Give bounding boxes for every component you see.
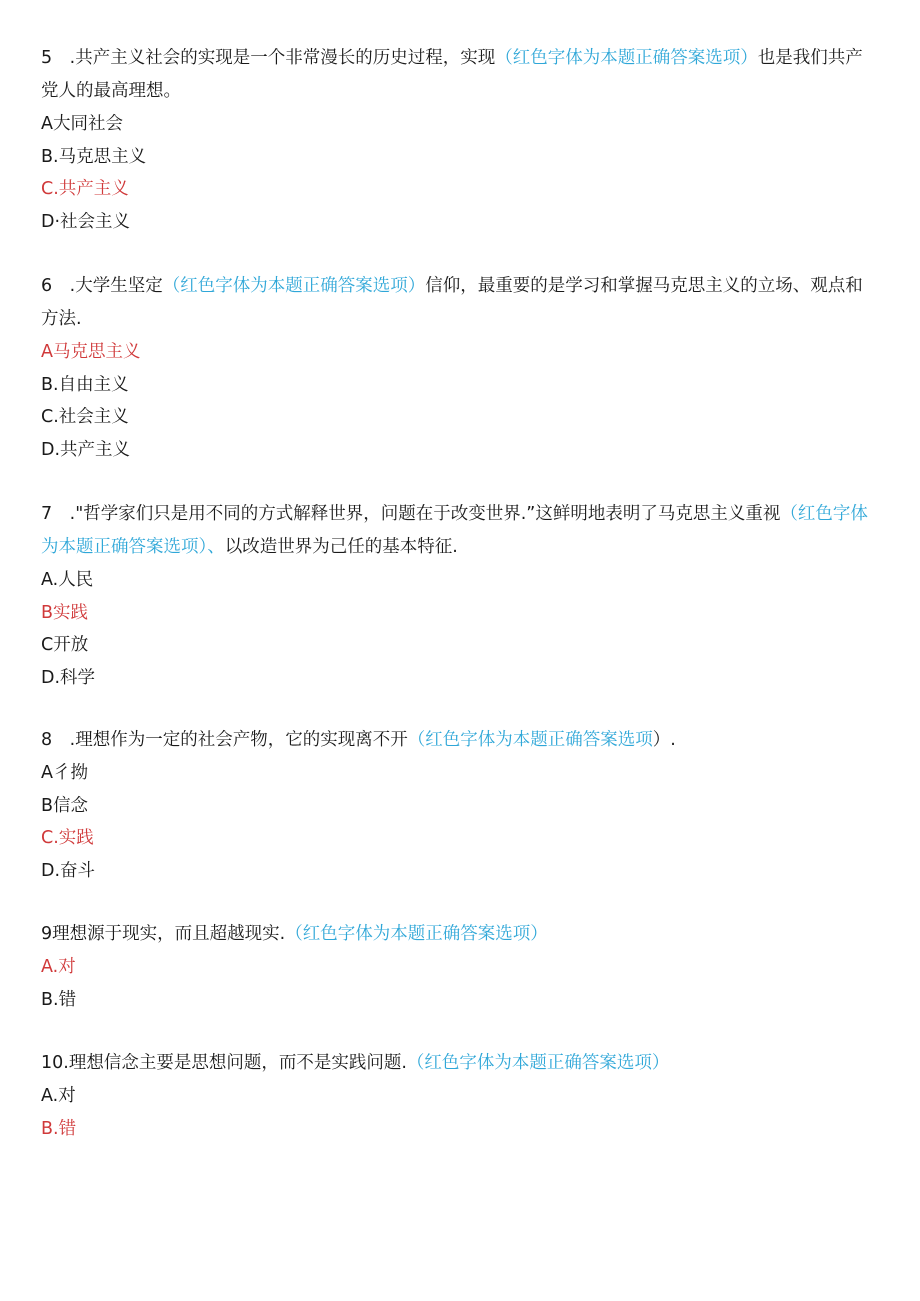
question-suffix: 信仰，最重要的是学习和掌握马克思主义的立场、观点和方法. bbox=[41, 276, 863, 329]
question-suffix: ）. bbox=[652, 730, 676, 750]
option-d: D·社会主义 bbox=[41, 211, 131, 232]
question-prefix: 9理想源于现实，而且超越现实. bbox=[41, 924, 286, 944]
option-a: A彳拗 bbox=[41, 763, 88, 783]
option-c: C开放 bbox=[41, 635, 89, 655]
answer-hint: （红色字体为本题正确答案选项） bbox=[495, 48, 758, 68]
option-c-correct: C.共产主义 bbox=[41, 179, 129, 199]
question-6 bbox=[41, 270, 877, 466]
option-c-correct: C.实践 bbox=[41, 828, 94, 848]
option-a-correct: A马克思主义 bbox=[41, 342, 141, 362]
answer-hint: （红色字体为本题正确答案选项） bbox=[162, 276, 426, 296]
question-stem bbox=[41, 270, 877, 336]
question-9 bbox=[41, 918, 877, 1016]
option-b: B.错 bbox=[41, 989, 77, 1010]
option-a: A.人民 bbox=[41, 570, 94, 590]
option-d: D.共产主义 bbox=[41, 439, 131, 460]
option-d: D.奋斗 bbox=[41, 860, 96, 881]
option-b-correct: B.错 bbox=[41, 1118, 77, 1139]
question-stem bbox=[41, 918, 877, 951]
question-suffix: 也是我们共产党人的最高理想。 bbox=[41, 48, 863, 101]
option-a: A大同社会 bbox=[41, 114, 123, 134]
question-10 bbox=[41, 1047, 877, 1145]
option-b: B.马克思主义 bbox=[41, 146, 147, 167]
answer-hint: （红色字体为本题正确答案选项）、 bbox=[41, 504, 868, 557]
option-a-correct: A.对 bbox=[41, 957, 76, 977]
question-prefix: 6 .大学生坚定 bbox=[41, 276, 163, 296]
question-stem bbox=[41, 1047, 877, 1080]
question-7 bbox=[41, 498, 877, 694]
option-b-correct: B实践 bbox=[41, 602, 89, 623]
question-8 bbox=[41, 724, 877, 887]
question-prefix: 7 ."哲学家们只是用不同的方式解释世界，问题在于改变世界.”这鲜明地表明了马克思主义重视 bbox=[41, 504, 781, 524]
question-prefix: 10.理想信念主要是思想问题，而不是实践问题. bbox=[41, 1053, 407, 1073]
option-d: D.科学 bbox=[41, 667, 96, 688]
answer-hint: （红色字体为本题正确答案选项 bbox=[407, 730, 653, 750]
question-stem bbox=[41, 724, 877, 757]
answer-hint: （红色字体为本题正确答案选项） bbox=[406, 1053, 670, 1073]
option-c: C.社会主义 bbox=[41, 407, 129, 427]
question-prefix: 5 .共产主义社会的实现是一个非常漫长的历史过程，实现 bbox=[41, 48, 496, 68]
question-stem bbox=[41, 42, 877, 108]
question-prefix: 8 .理想作为一定的社会产物，它的实现离不开 bbox=[41, 730, 408, 750]
question-5 bbox=[41, 42, 877, 238]
question-suffix: 以改造世界为己任的基本特征. bbox=[224, 537, 458, 557]
option-b: B.自由主义 bbox=[41, 374, 129, 395]
question-stem bbox=[41, 498, 877, 564]
option-b: B信念 bbox=[41, 795, 89, 816]
option-a: A.对 bbox=[41, 1086, 76, 1106]
answer-hint: （红色字体为本题正确答案选项） bbox=[285, 924, 548, 944]
